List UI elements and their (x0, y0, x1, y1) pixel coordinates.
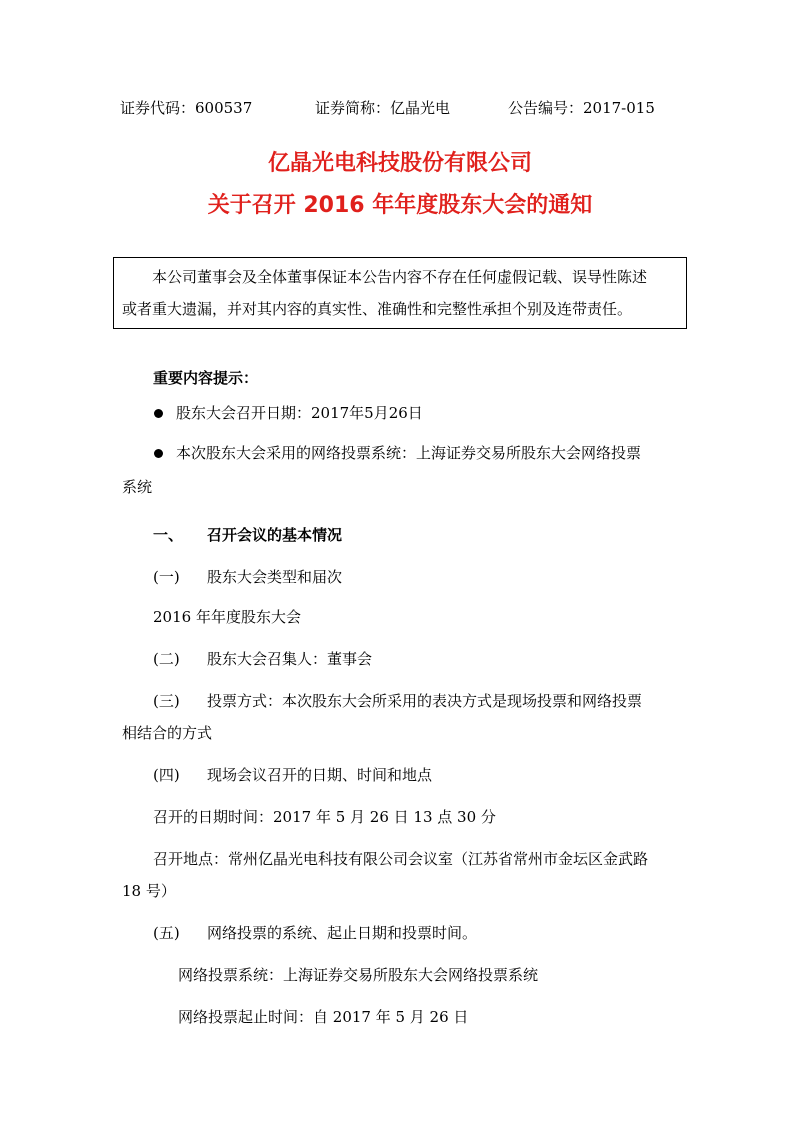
online-voting-system: 网络投票系统：上海证券交易所股东大会网络投票系统 (178, 966, 539, 984)
bullet-icon (154, 449, 163, 458)
item-voting-method-line-1: 投票方式：本次股东大会所采用的表决方式是现场投票和网络投票 (207, 692, 643, 710)
highlight-meeting-date: 股东大会召开日期：2017年5月26日 (176, 404, 423, 422)
disclaimer-line-2: 或者重大遗漏，并对其内容的真实性、准确性和完整性承担个别及连带责任。 (122, 300, 633, 318)
announcement-header (120, 97, 680, 119)
highlight-voting-system-line-1: 本次股东大会采用的网络投票系统：上海证券交易所股东大会网络投票 (176, 444, 642, 462)
meeting-place-line-1: 召开地点：常州亿晶光电科技有限公司会议室（江苏省常州市金坛区金武路 (153, 850, 649, 868)
item-meeting-datetime-place: 现场会议召开的日期、时间和地点 (207, 766, 433, 784)
item-number: (二) (153, 650, 180, 668)
item-number: (一) (153, 568, 180, 586)
meeting-datetime: 召开的日期时间：2017 年 5 月 26 日 13 点 30 分 (153, 808, 496, 826)
stock-code: 证券代码：600537 (120, 99, 253, 117)
highlight-voting-system-line-2: 系统 (122, 478, 153, 496)
section-number: 一、 (153, 526, 184, 544)
highlights-heading: 重要内容提示： (153, 369, 259, 387)
item-number: (五) (153, 924, 180, 942)
disclaimer-box (113, 257, 687, 329)
item-meeting-type: 股东大会类型和届次 (207, 568, 343, 586)
item-number: (四) (153, 766, 180, 784)
section-heading: 召开会议的基本情况 (207, 526, 343, 544)
stock-abbreviation: 证券简称：亿晶光电 (315, 99, 451, 117)
company-title: 亿晶光电科技股份有限公司 (267, 151, 532, 176)
online-voting-period: 网络投票起止时间：自 2017 年 5 月 26 日 (178, 1008, 469, 1026)
meeting-place-line-2: 18 号） (122, 882, 176, 900)
meeting-type-value: 2016 年年度股东大会 (153, 608, 301, 626)
item-convener: 股东大会召集人：董事会 (207, 650, 373, 668)
item-online-voting: 网络投票的系统、起止日期和投票时间。 (207, 924, 478, 942)
item-number: (三) (153, 692, 180, 710)
notice-title: 关于召开 2016 年年度股东大会的通知 (207, 193, 593, 218)
item-voting-method-line-2: 相结合的方式 (122, 724, 213, 742)
disclaimer-line-1: 本公司董事会及全体董事保证本公告内容不存在任何虚假记载、误导性陈述 (152, 268, 648, 286)
announcement-number: 公告编号：2017-015 (508, 99, 655, 117)
bullet-icon (154, 409, 163, 418)
